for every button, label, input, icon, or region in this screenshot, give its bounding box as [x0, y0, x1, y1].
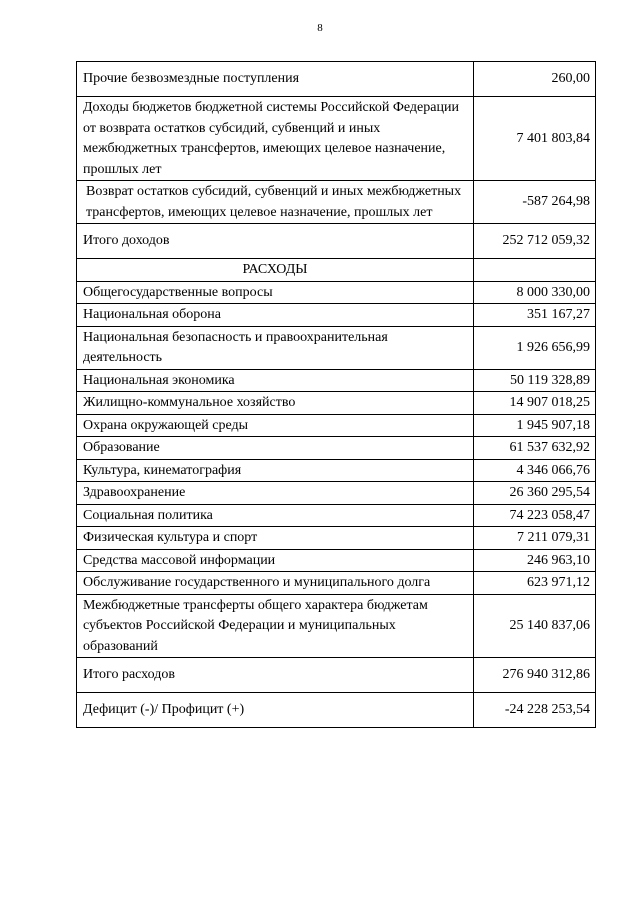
table-row — [77, 594, 596, 658]
row-name: Национальная оборона — [77, 304, 474, 327]
table-row — [77, 572, 596, 595]
table-row — [77, 504, 596, 527]
table-row — [77, 459, 596, 482]
expenses-total-row — [77, 658, 596, 693]
row-value: 7 401 803,84 — [474, 97, 596, 181]
expenses-header: РАСХОДЫ — [77, 259, 474, 282]
row-name: Обслуживание государственного и муниципального долга — [77, 572, 474, 595]
row-value: -587 264,98 — [474, 181, 596, 224]
income-total-label: Итого доходов — [77, 224, 474, 259]
table-row — [77, 369, 596, 392]
row-value: 61 537 632,92 — [474, 437, 596, 460]
row-name: Возврат остатков субсидий, субвенций и иных межбюджетных трансфертов, имеющих целевое назначение, прошлых лет — [77, 181, 474, 224]
balance-row — [77, 693, 596, 728]
row-name: Социальная политика — [77, 504, 474, 527]
row-name: Жилищно-коммунальное хозяйство — [77, 392, 474, 415]
row-value: 7 211 079,31 — [474, 527, 596, 550]
expenses-header-row — [77, 259, 596, 282]
table-row — [77, 482, 596, 505]
row-value: 1 926 656,99 — [474, 326, 596, 369]
row-value: 8 000 330,00 — [474, 281, 596, 304]
table-row — [77, 549, 596, 572]
row-value: 351 167,27 — [474, 304, 596, 327]
expenses-header-empty-cell — [474, 259, 596, 282]
table-row — [77, 392, 596, 415]
budget-table — [76, 61, 596, 728]
row-name: Физическая культура и спорт — [77, 527, 474, 550]
row-value: 1 945 907,18 — [474, 414, 596, 437]
row-name: Средства массовой информации — [77, 549, 474, 572]
table-row — [77, 414, 596, 437]
row-value: 50 119 328,89 — [474, 369, 596, 392]
table-row — [77, 304, 596, 327]
balance-label: Дефицит (-)/ Профицит (+) — [77, 693, 474, 728]
row-name: Культура, кинематография — [77, 459, 474, 482]
row-name: Доходы бюджетов бюджетной системы Российской Федерации от возврата остатков субсидий, субвенций и иных межбюджетных трансфертов, имеющих целевое назначение, прошлых лет — [77, 97, 474, 181]
row-value: 246 963,10 — [474, 549, 596, 572]
page-number: 8 — [317, 22, 323, 34]
row-name: Здравоохранение — [77, 482, 474, 505]
table-row — [77, 181, 596, 224]
row-value: 623 971,12 — [474, 572, 596, 595]
table-row — [77, 437, 596, 460]
row-name: Общегосударственные вопросы — [77, 281, 474, 304]
table-row — [77, 97, 596, 181]
balance-value: -24 228 253,54 — [474, 693, 596, 728]
expenses-total-label: Итого расходов — [77, 658, 474, 693]
row-value: 26 360 295,54 — [474, 482, 596, 505]
table-row — [77, 62, 596, 97]
expenses-total-value: 276 940 312,86 — [474, 658, 596, 693]
row-name: Межбюджетные трансферты общего характера бюджетам субъектов Российской Федерации и муниципальных образований — [77, 594, 474, 658]
row-value: 25 140 837,06 — [474, 594, 596, 658]
table-row — [77, 527, 596, 550]
income-total-value: 252 712 059,32 — [474, 224, 596, 259]
table-row — [77, 326, 596, 369]
row-name: Национальная безопасность и правоохранительная деятельность — [77, 326, 474, 369]
row-name: Охрана окружающей среды — [77, 414, 474, 437]
row-name: Прочие безвозмездные поступления — [77, 62, 474, 97]
row-value: 74 223 058,47 — [474, 504, 596, 527]
table-row — [77, 281, 596, 304]
row-value: 14 907 018,25 — [474, 392, 596, 415]
row-name: Образование — [77, 437, 474, 460]
row-value: 4 346 066,76 — [474, 459, 596, 482]
income-total-row — [77, 224, 596, 259]
row-value: 260,00 — [474, 62, 596, 97]
row-name: Национальная экономика — [77, 369, 474, 392]
